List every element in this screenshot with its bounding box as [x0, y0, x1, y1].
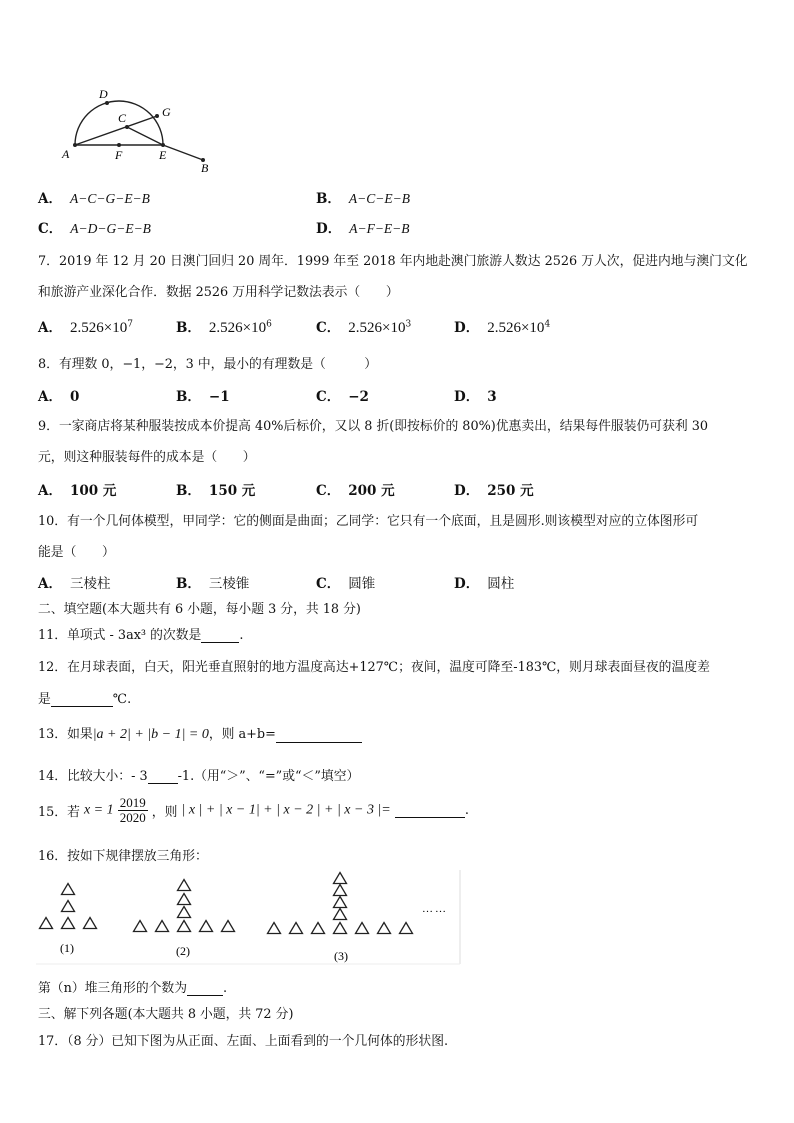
point-F — [117, 143, 121, 147]
q15-answer-blank[interactable] — [395, 803, 465, 818]
q16-pile-1 — [40, 884, 97, 929]
q7-option-d: D． $2.526\times 10^4$ — [454, 319, 551, 336]
q16-label-1: (1) — [60, 941, 74, 955]
point-A — [73, 143, 77, 147]
q16-pile-2 — [134, 880, 235, 932]
q12-line2: 是 ℃. — [38, 692, 132, 707]
q10-option-a: A． 三棱柱 — [38, 576, 111, 592]
q7-line1: 7．2019 年 12 月 20 日澳门回归 20 周年．1999 年至 2018 年内地赴澳门旅游人数达 2526 万人次，促进内地与澳门文化 — [38, 254, 748, 269]
label-D: D — [99, 87, 108, 101]
label-F: F — [115, 148, 123, 162]
section-2-heading: 二、填空题(本大题共有 6 小题，每小题 3 分，共 18 分) — [38, 602, 361, 617]
q15-fraction: $\frac{2019}{2020}$ — [119, 795, 146, 825]
segment-C-E — [127, 127, 163, 145]
q11-answer-blank[interactable] — [201, 628, 239, 643]
q16-triangle-figure — [36, 868, 466, 968]
q16-line1: 16．按如下规律摆放三角形： — [38, 849, 208, 864]
section-3-heading: 三、解下列各题(本大题共 8 小题，共 72 分) — [38, 1007, 294, 1022]
q14: 14．比较大小：- 3 -1.（用“＞”、“=”或“＜”填空） — [38, 769, 360, 784]
q7-option-b: B． $2.526\times 10^6$ — [176, 319, 272, 336]
q6-option-a: A． A−C−G−E−B — [38, 191, 150, 207]
q12-line1: 12．在月球表面，白天，阳光垂直照射的地方温度高达+127℃；夜间，温度可降至-183℃，则月球表面昼夜的温度差 — [38, 660, 710, 675]
q17-line1: 17．（8 分）已知下图为从正面、左面、上面看到的一个几何体的形状图. — [38, 1034, 449, 1049]
segment-A-G — [75, 116, 157, 145]
point-E — [161, 143, 165, 147]
q9-option-b: B． 150 元 — [176, 483, 256, 499]
q13-answer-blank[interactable] — [276, 728, 362, 743]
label-B: B — [201, 161, 209, 174]
segment-E-B — [163, 145, 203, 160]
q10-line1: 10．有一个几何体模型，甲同学：它的侧面是曲面；乙同学：它只有一个底面，且是圆形.则该模型对应的立体图形可 — [38, 514, 699, 529]
q14-answer-blank[interactable] — [148, 769, 178, 784]
q15: 15．若 x = 1 $\frac{2019}{2020}$ ，则 | x | + | x − 1| + | x − 2 | + | x − 3 |= . — [38, 795, 469, 825]
point-D — [105, 101, 109, 105]
q12-answer-blank[interactable] — [51, 692, 113, 707]
q9-option-c: C． 200 元 — [316, 483, 395, 499]
q9-option-d: D． 250 元 — [454, 483, 534, 499]
q6-option-c: C． A−D−G−E−B — [38, 221, 151, 237]
q6-option-b: B． A−C−E−B — [316, 191, 410, 207]
label-E: E — [159, 148, 167, 162]
q11: 11．单项式 - 3ax³ 的次数是 . — [38, 628, 244, 643]
q7-option-c: C． $2.526\times 10^3$ — [316, 319, 412, 336]
point-C — [125, 125, 129, 129]
q10-option-d: D． 圆柱 — [454, 576, 515, 592]
point-G — [155, 114, 159, 118]
q9-line2: 元，则这种服装每件的成本是（ ） — [38, 450, 256, 465]
q16-label-2: (2) — [176, 944, 190, 958]
q8-line1: 8．有理数 0，−1，−2，3 中，最小的有理数是（ ） — [38, 357, 378, 372]
q13: 13．如果|a + 2| + |b − 1| = 0，则 a+b= — [38, 723, 362, 743]
q9-line1: 9．一家商店将某种服装按成本价提高 40%后标价，又以 8 折(即按标价的 80%)优惠卖出，结果每件服装仍可获利 30 — [38, 419, 709, 434]
q16-pile-3 — [268, 873, 413, 934]
q10-option-b: B． 三棱锥 — [176, 576, 250, 592]
q6-figure — [55, 82, 225, 174]
q10-line2: 能是（ ） — [38, 545, 115, 560]
q16-dots: …… — [422, 903, 448, 915]
q16-line2: 第（n）堆三角形的个数为 . — [38, 981, 228, 996]
q16-answer-blank[interactable] — [187, 981, 223, 996]
label-A: A — [62, 147, 70, 161]
q7-option-a: A． $2.526\times 10^7$ — [38, 319, 133, 336]
q8-option-a: A． 0 — [38, 389, 80, 405]
q9-option-a: A． 100 元 — [38, 483, 117, 499]
q8-option-c: C． −2 — [316, 389, 369, 405]
q8-option-b: B． −1 — [176, 389, 230, 405]
q16-label-3: (3) — [334, 949, 348, 963]
label-C: C — [118, 111, 127, 125]
q10-option-c: C． 圆锥 — [316, 576, 376, 592]
q7-line2: 和旅游产业深化合作．数据 2526 万用科学记数法表示（ ） — [38, 285, 399, 300]
label-G: G — [162, 105, 171, 119]
q8-option-d: D． 3 — [454, 389, 497, 405]
q6-option-d: D． A−F−E−B — [316, 221, 410, 237]
